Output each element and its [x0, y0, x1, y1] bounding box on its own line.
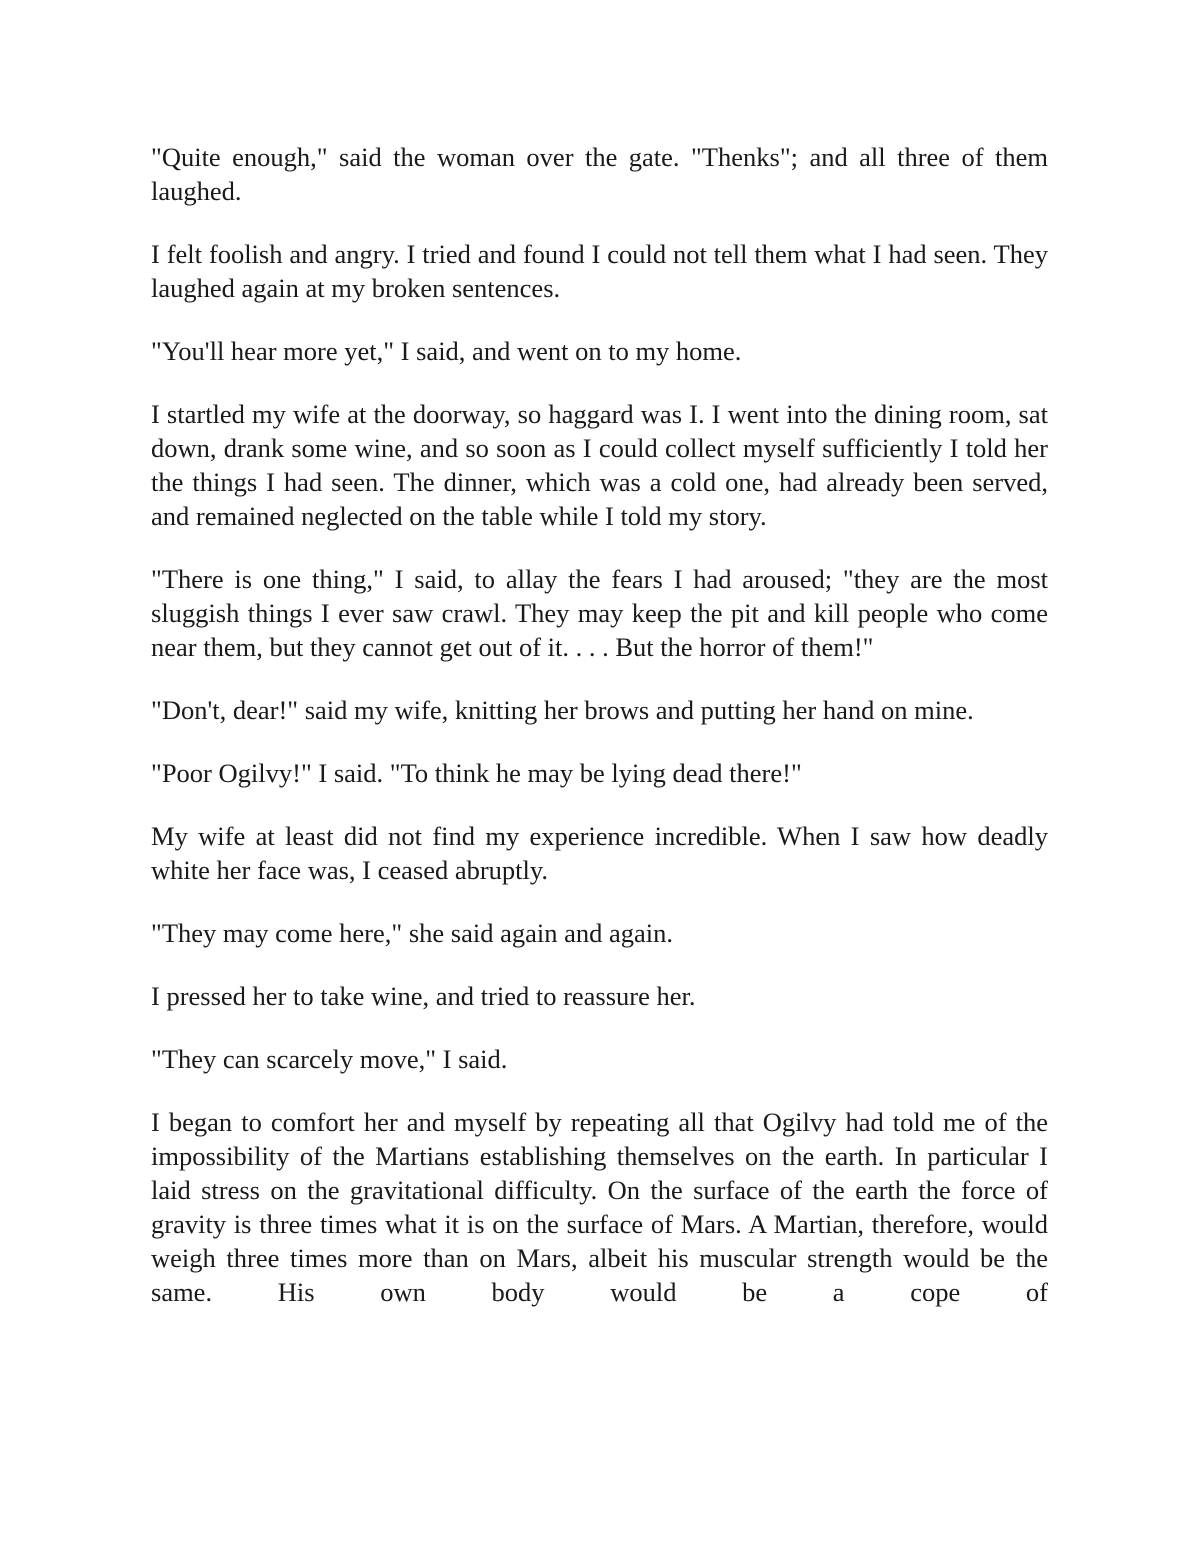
- paragraph: "Quite enough," said the woman over the gate. "Thenks"; and all three of them laughed.: [151, 142, 1048, 206]
- paragraph: "They may come here," she said again and again.: [151, 918, 673, 948]
- paragraph: "There is one thing," I said, to allay the fears I had aroused; "they are the most sluggish things I ever saw crawl. They may keep the pit and kill people who come near them, but they cannot get out of it. . . . But the horror of them!": [151, 564, 1048, 662]
- paragraph: I felt foolish and angry. I tried and found I could not tell them what I had seen. They laughed again at my broken sentences.: [151, 239, 1048, 303]
- paragraph: "Don't, dear!" said my wife, knitting her brows and putting her hand on mine.: [151, 695, 974, 725]
- paragraph: "You'll hear more yet," I said, and went on to my home.: [151, 336, 742, 366]
- paragraph: I began to comfort her and myself by repeating all that Ogilvy had told me of the impossibility of the Martians establishing themselves on the earth. In particular I laid stress on the gravitational difficulty. On the surface of the earth the force of gravity is three times what it is on the surface of Mars. A Martian, therefore, would weigh three times more than on Mars, albeit his muscular strength would be the same. His own body would be a cope of: [151, 1107, 1048, 1307]
- document-page: [151, 140, 1048, 1309]
- paragraph: "They can scarcely move," I said.: [151, 1044, 508, 1074]
- paragraph: "Poor Ogilvy!" I said. "To think he may be lying dead there!": [151, 758, 802, 788]
- paragraph: I startled my wife at the doorway, so haggard was I. I went into the dining room, sat down, drank some wine, and so soon as I could collect myself sufficiently I told her the things I had seen. The dinner, which was a cold one, had already been served, and remained neglected on the table while I told my story.: [151, 399, 1048, 531]
- paragraph: I pressed her to take wine, and tried to reassure her.: [151, 981, 696, 1011]
- paragraph: My wife at least did not find my experience incredible. When I saw how deadly white her face was, I ceased abruptly.: [151, 821, 1048, 885]
